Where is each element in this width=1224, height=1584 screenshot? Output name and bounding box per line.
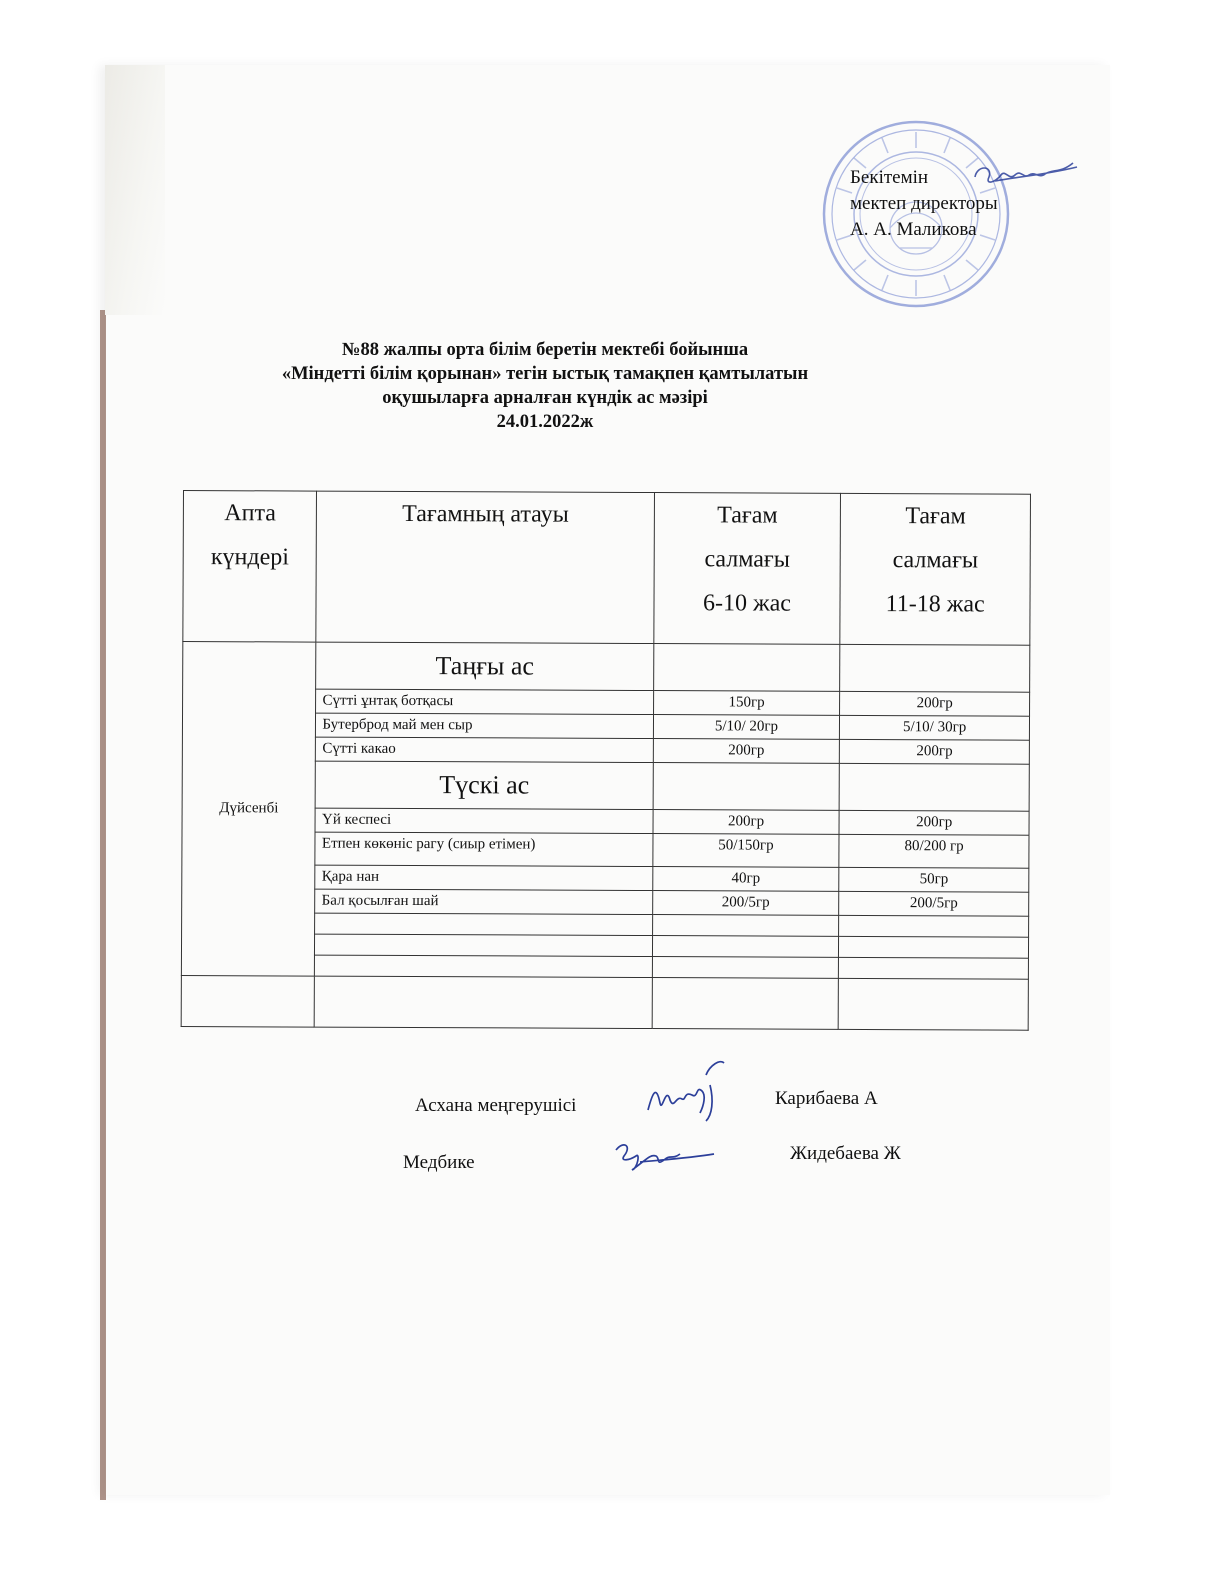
weight-11-18: 80/200 гр [839,834,1029,868]
dish-name: Үй кеспесі [315,808,652,833]
header-w2-line3: 11-18 жас [885,591,985,618]
approval-director-name: А. А. Маликова [850,219,977,240]
dish-name: Етпен көкөніс рагу (сиыр етімен) [315,832,652,866]
empty-row [181,975,1028,1030]
header-days-line1: Апта [224,500,276,527]
director-signature [965,155,1085,195]
empty-cell [839,915,1029,937]
empty-cell [839,957,1029,979]
page-edge-shadow [100,310,106,1500]
lunch-label: Түскі ас [316,761,653,809]
menu-table [181,490,1031,1031]
page-corner-shade [105,65,165,315]
weight-6-10: 200гр [653,739,840,764]
empty-cell [315,976,652,1028]
header-w1-line1: Тағам [717,502,778,529]
weight-6-10: 40гр [652,867,839,892]
kitchen-manager-name: Карибаева А [775,1088,878,1109]
header-weight-11-18 [840,493,1030,645]
weight-6-10: 5/10/ 20гр [653,715,840,740]
breakfast-label: Таңғы ас [316,642,653,690]
weight-11-18: 200гр [839,810,1029,835]
document-title [250,338,840,434]
approval-position: мектеп директоры [850,193,998,214]
empty-cell [839,936,1029,958]
weight-6-10: 150гр [653,691,840,716]
weight-11-18: 200гр [840,691,1030,716]
weight-11-18: 200гр [840,739,1030,764]
weight-6-10: 200/5гр [652,891,839,916]
empty-cell [315,913,652,935]
nurse-name: Жидебаева Ж [790,1143,901,1164]
empty-cell [652,915,839,937]
title-date: 24.01.2022ж [496,412,594,432]
header-w1-line2: салмағы [704,546,790,573]
kitchen-manager-role: Асхана меңгерушісі [415,1095,577,1116]
title-line-2: «Міндетті білім қорынан» тегін ыстық тамақпен қамтылатын [281,364,809,384]
weight-6-10: 50/150гр [653,834,840,868]
header-days [183,491,317,643]
weight-11-18: 50гр [839,867,1029,892]
weight-6-10: 200гр [653,810,840,835]
day-cell: Дүйсенбі [181,642,316,977]
table-header-row [183,491,1031,646]
empty-cell [315,955,652,977]
empty-cell [652,936,839,958]
nurse-role: Медбике [403,1152,475,1173]
header-dish-name-text: Тағамның атауы [402,500,569,528]
header-dish-name [316,491,654,643]
empty-cell [315,934,652,956]
weight-11-18: 5/10/ 30гр [840,715,1030,740]
dish-name: Қара нан [315,865,652,890]
nurse-signature [610,1130,720,1180]
empty-cell [838,978,1028,1030]
dish-name: Сүтті ұнтақ ботқасы [316,689,653,714]
header-days-line2: күндері [210,544,290,571]
empty-cell [181,975,315,1027]
approval-label: Бекітемін [850,167,929,188]
kitchen-manager-signature [640,1055,730,1125]
empty-cell [652,978,839,1030]
header-w1-line3: 6-10 жас [702,590,791,617]
breakfast-label-row [183,642,1030,693]
empty-cell [840,644,1030,692]
empty-cell [653,644,840,692]
title-line-3: оқушыларға арналған күндік ас мәзірі [382,388,708,408]
dish-name: Бал қосылған шай [315,889,652,914]
header-weight-6-10 [653,493,840,645]
header-w2-line1: Тағам [905,503,966,530]
title-line-1: №88 жалпы орта білім беретін мектебі бойынша [341,340,749,360]
weight-11-18: 200/5гр [839,891,1029,916]
empty-cell [652,957,839,979]
empty-cell [653,763,840,811]
dish-name: Сүтті какао [316,737,653,762]
dish-name: Бутерброд май мен сыр [316,713,653,738]
header-w2-line2: салмағы [892,547,979,574]
empty-cell [839,763,1029,811]
